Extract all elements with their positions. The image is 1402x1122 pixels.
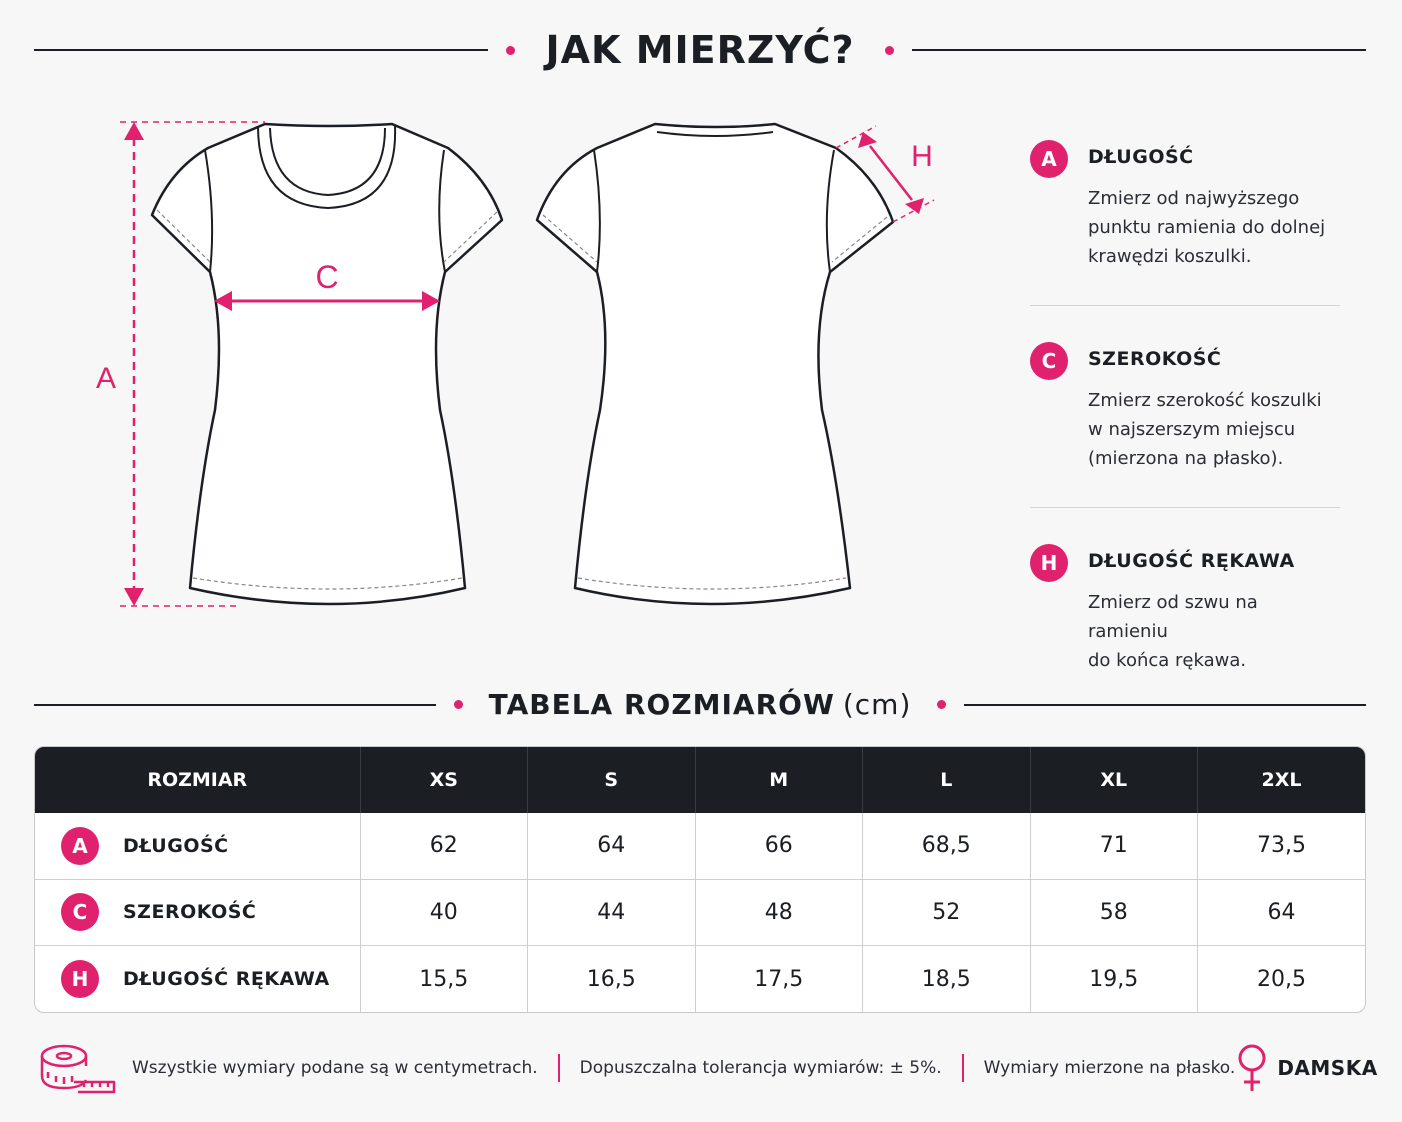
table-cell: 66	[695, 813, 863, 879]
legend-desc-line: Zmierz od najwyższego	[1088, 188, 1300, 209]
table-cell: 48	[695, 879, 863, 945]
table-cell: 40	[360, 879, 528, 945]
legend-item-length	[1030, 138, 1340, 271]
table-row	[35, 879, 1365, 945]
footer-separator	[962, 1054, 964, 1082]
size-table-title	[481, 688, 920, 721]
badge-h: H	[61, 960, 99, 998]
table-cell: 68,5	[863, 813, 1031, 879]
legend-desc-line: krawędzi koszulki.	[1088, 246, 1252, 267]
table-cell: 64	[1198, 879, 1366, 945]
gender-label: DAMSKA	[1277, 1056, 1378, 1080]
legend-item-sleeve-length	[1030, 507, 1340, 675]
footer-separator	[558, 1054, 560, 1082]
legend-desc-line: (mierzona na płasko).	[1088, 448, 1284, 469]
badge-c: C	[61, 893, 99, 931]
row-label-width	[35, 879, 360, 945]
table-header-row	[35, 747, 1365, 813]
footer-note-flat: Wymiary mierzone na płasko.	[983, 1058, 1236, 1078]
female-symbol-icon	[1235, 1043, 1269, 1093]
table-cell: 18,5	[863, 946, 1031, 1012]
legend-desc-line: w najszerszym miejscu	[1088, 419, 1296, 440]
table-cell: 44	[528, 879, 696, 945]
table-cell: 73,5	[1198, 813, 1366, 879]
badge-h: H	[1030, 544, 1068, 582]
footer-note-units: Wszystkie wymiary podane są w centymetrach.	[132, 1058, 538, 1078]
legend-desc-line: punktu ramienia do dolnej	[1088, 217, 1326, 238]
column-header-l: L	[863, 747, 1031, 813]
legend-desc-line: Zmierz szerokość koszulki	[1088, 390, 1322, 411]
legend-title: DŁUGOŚĆ RĘKAWA	[1088, 550, 1295, 572]
size-table-heading	[34, 688, 1366, 721]
size-table-unit: (cm)	[842, 688, 912, 721]
table-cell: 19,5	[1030, 946, 1198, 1012]
legend-item-width	[1030, 305, 1340, 473]
table-row	[35, 813, 1365, 879]
footer-note-tolerance: Dopuszczalna tolerancja wymiarów: ± 5%.	[579, 1058, 942, 1078]
legend-desc-line: Zmierz od szwu na ramieniu	[1088, 592, 1258, 642]
row-label-text: DŁUGOŚĆ	[123, 834, 229, 857]
table-cell: 17,5	[695, 946, 863, 1012]
page-title: JAK MIERZYĆ?	[545, 28, 855, 72]
heading-rule-left	[34, 704, 436, 706]
measuring-tape-icon	[34, 1040, 120, 1096]
heading-rule-right	[964, 704, 1366, 706]
badge-c: C	[1030, 342, 1068, 380]
heading-rule-right	[912, 49, 1366, 51]
table-cell: 15,5	[360, 946, 528, 1012]
row-label-text: SZEROKOŚĆ	[123, 901, 257, 924]
row-label-length	[35, 813, 360, 879]
size-table-title-text: TABELA ROZMIARÓW	[488, 688, 835, 721]
legend-description	[1088, 184, 1340, 271]
table-cell: 58	[1030, 879, 1198, 945]
badge-a: A	[61, 827, 99, 865]
footer-notes	[34, 1040, 1378, 1096]
column-header-size: ROZMIAR	[35, 747, 360, 813]
column-header-2xl: 2XL	[1198, 747, 1366, 813]
legend-description	[1088, 386, 1340, 473]
heading-dot-right	[937, 700, 946, 709]
measurement-legend	[1030, 138, 1340, 675]
table-cell: 62	[360, 813, 528, 879]
how-to-measure-heading	[34, 28, 1366, 72]
row-label-sleeve-length	[35, 946, 360, 1012]
column-header-xl: XL	[1030, 747, 1198, 813]
heading-dot-left	[506, 46, 515, 55]
label-h: H	[911, 140, 933, 173]
tshirt-front-drawing	[152, 124, 502, 604]
heading-dot-left	[454, 700, 463, 709]
table-row	[35, 946, 1365, 1012]
row-label-text: DŁUGOŚĆ RĘKAWA	[123, 968, 330, 991]
column-header-xs: XS	[360, 747, 528, 813]
legend-title: DŁUGOŚĆ	[1088, 146, 1194, 168]
column-header-s: S	[528, 747, 696, 813]
tshirt-measurement-illustration	[0, 90, 980, 650]
heading-dot-right	[885, 46, 894, 55]
table-cell: 64	[528, 813, 696, 879]
heading-rule-left	[34, 49, 488, 51]
tshirt-back-drawing	[537, 124, 893, 604]
column-header-m: M	[695, 747, 863, 813]
badge-a: A	[1030, 140, 1068, 178]
label-a: A	[95, 362, 117, 395]
table-cell: 16,5	[528, 946, 696, 1012]
legend-title: SZEROKOŚĆ	[1088, 348, 1222, 370]
table-cell: 52	[863, 879, 1031, 945]
table-cell: 20,5	[1198, 946, 1366, 1012]
size-table	[34, 746, 1366, 1013]
legend-description	[1088, 588, 1340, 675]
legend-desc-line: do końca rękawa.	[1088, 650, 1247, 671]
label-c: C	[315, 259, 339, 295]
table-cell: 71	[1030, 813, 1198, 879]
